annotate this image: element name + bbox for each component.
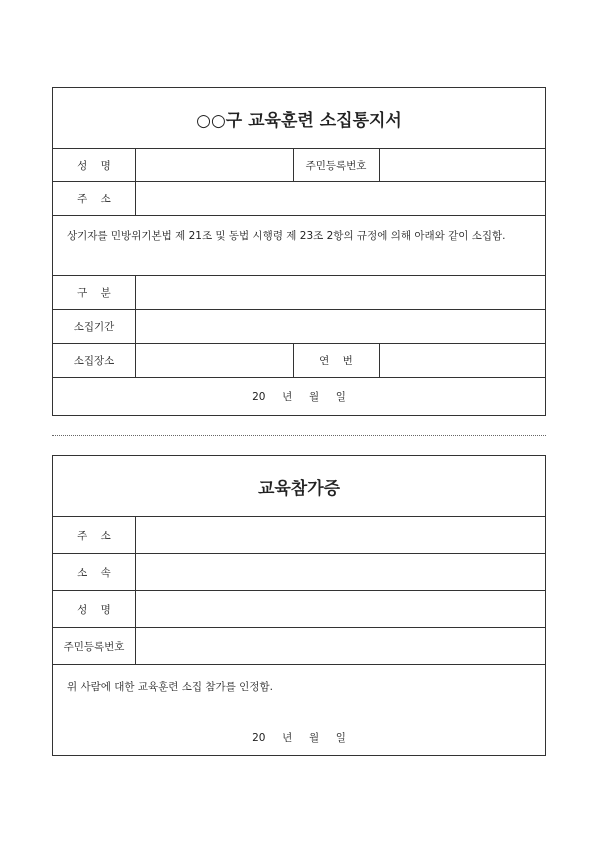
notice-rrn-field[interactable] — [379, 149, 545, 181]
certificate-address-field[interactable] — [135, 517, 545, 553]
notice-rrn-label: 주민등록번호 — [305, 159, 367, 172]
certificate-affiliation-field[interactable] — [135, 554, 545, 590]
notice-period-label: 소집기간 — [73, 321, 115, 333]
certificate-rrn-row — [53, 627, 545, 664]
notice-address-field[interactable] — [135, 182, 545, 215]
notice-category-label: 구 분 — [77, 287, 111, 299]
certificate-name-row — [53, 590, 545, 627]
notice-address-label: 주 소 — [77, 193, 111, 205]
notice-category-field[interactable] — [135, 276, 545, 309]
certificate-date-line: 20 년 월 일 — [252, 731, 346, 744]
notice-form — [52, 87, 546, 416]
notice-date-line: 20 년 월 일 — [252, 391, 346, 403]
notice-period-row — [53, 309, 545, 343]
certificate-title: 교육참가증 — [257, 478, 341, 499]
notice-title: ○○구 교육훈련 소집통지서 — [196, 110, 402, 131]
notice-place-field[interactable] — [135, 344, 293, 377]
certificate-name-field[interactable] — [135, 591, 545, 627]
notice-name-label: 성 명 — [77, 159, 111, 172]
certificate-address-row — [53, 516, 545, 553]
certificate-rrn-field[interactable] — [135, 628, 545, 664]
notice-address-row — [53, 181, 545, 215]
cut-line — [52, 435, 546, 436]
certificate-address-label: 주 소 — [77, 529, 111, 542]
notice-year-label: 연 번 — [319, 355, 353, 367]
notice-body-text: 상기자를 민방위기본법 제 21조 및 동법 시행령 제 23조 2항의 규정에 의해 아래와 같이 소집함. — [67, 230, 506, 242]
notice-year-field[interactable] — [379, 344, 545, 377]
notice-place-row — [53, 343, 545, 377]
notice-place-label: 소집장소 — [73, 355, 115, 367]
notice-date-row — [53, 377, 545, 415]
certificate-body-text: 위 사람에 대한 교육훈련 소집 참가를 인정함. — [67, 681, 273, 693]
notice-name-row — [53, 148, 545, 181]
certificate-affiliation-label: 소 속 — [77, 566, 111, 579]
certificate-rrn-label: 주민등록번호 — [63, 640, 125, 653]
notice-period-field[interactable] — [135, 310, 545, 343]
certificate-body-row — [53, 664, 545, 755]
certificate-form — [52, 455, 546, 756]
notice-category-row — [53, 275, 545, 309]
notice-body-row — [53, 215, 545, 275]
notice-name-field[interactable] — [135, 149, 293, 181]
certificate-name-label: 성 명 — [77, 603, 111, 616]
certificate-affiliation-row — [53, 553, 545, 590]
